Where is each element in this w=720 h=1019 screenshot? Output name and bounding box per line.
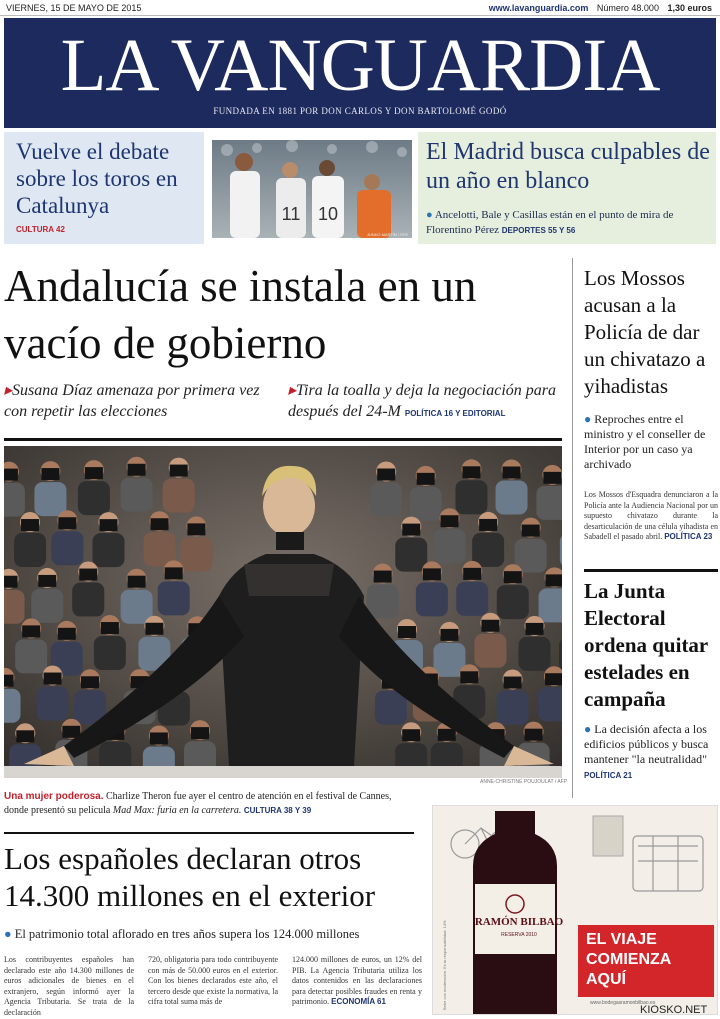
main-headline[interactable]: Andalucía se instala en un vacío de gobierno (4, 261, 477, 368)
svg-text:11: 11 (281, 204, 301, 224)
teaser-body-text: Ancelotti, Bale y Casillas están en el punto de mira de Florentino Pérez (426, 209, 674, 236)
issue-info (489, 3, 712, 13)
section-ref: POLÍTICA 23 (664, 532, 713, 541)
top-strip (0, 0, 720, 16)
issue-price: 1,30 euros (667, 3, 712, 13)
section-ref: POLÍTICA 21 (584, 771, 633, 780)
bullet-icon: ● (584, 412, 592, 426)
bottom-headline[interactable]: Los españoles declaran otros 14.300 millones en el exterior (4, 841, 376, 913)
caption-film: Mad Max: furia en la carretera. (112, 805, 242, 816)
ad-url[interactable]: www.bodegasramonbilbao.es (590, 1000, 656, 1006)
ad-slogan: EL VIAJE COMIENZA AQUÍ (586, 931, 671, 988)
mossos-headline[interactable]: Los Mossos acusan a la Policía de dar un chivatazo a yihadistas (584, 266, 706, 398)
section-ref: CULTURA 42 (16, 225, 65, 234)
section-ref: CULTURA 38 Y 39 (243, 806, 312, 815)
ad-legal-notice (442, 920, 450, 1010)
section-ref: DEPORTES 55 Y 56 (501, 226, 576, 235)
caption-text: Charlize Theron fue ayer el centro de atención en el festival de Cannes, donde presentó su película (4, 791, 392, 816)
svg-text:10: 10 (317, 204, 339, 224)
divider (4, 832, 414, 834)
teaser-headline: Vuelve el debate sobre los toros en Catalunya (16, 139, 178, 218)
wine-label: RESERVA 2010 (501, 932, 537, 938)
junta-summary-text: La decisión afecta a los edificios públicos y busca mantener "la neutralidad" (584, 722, 709, 766)
masthead (4, 18, 716, 128)
junta-headline[interactable]: La Junta Electoral ordena quitar estelades en campaña (584, 579, 708, 711)
watermark: KIOSKO.NET (640, 1004, 708, 1016)
ad-banner[interactable] (578, 925, 714, 997)
bottom-subhead (4, 926, 424, 942)
triangle-icon: ▸ (288, 382, 297, 399)
article-column-3-text: 124.000 millones de euros, un 12% del PIB. La Agencia Tributaria utiliza los datos contenidos en las declaraciones para detectar posibles fraudes en renta y patrimonio. (292, 955, 422, 1006)
teaser-body (426, 208, 714, 238)
bottom-subhead-text: El patrimonio total aflorado en tres años supera los 124.000 millones (14, 927, 360, 941)
main-subhead-1-text: Susana Díaz amenaza por primera vez con repetir las elecciones (4, 382, 260, 420)
photo-caption (4, 790, 414, 818)
bullet-icon: ● (426, 209, 433, 221)
article-column-1: Los contribuyentes españoles han declarado este año 14.300 millones de euros adicionales de bienes en el extranjero, según informó ayer la Agencia Tributaria. Se trata de la declaración (4, 955, 134, 1017)
teaser-photo-madrid (212, 140, 412, 238)
photographers-image (4, 446, 562, 778)
teaser-headline: El Madrid busca culpables de un año en blanco (426, 139, 710, 194)
mossos-summary (584, 412, 718, 472)
teaser-real-madrid[interactable] (418, 132, 716, 244)
issue-number: Número 48.000 (596, 3, 659, 13)
founded-line: FUNDADA EN 1881 POR DON CARLOS Y DON BARTOLOMÉ GODÓ (213, 106, 507, 116)
bullet-icon: ● (584, 722, 592, 736)
article-column-3 (292, 955, 422, 1008)
main-subhead-2-text: Tira la toalla y deja la negociación para después del 24-M (288, 382, 557, 420)
section-ref: POLÍTICA 16 Y EDITORIAL (404, 409, 506, 418)
main-photo-charlize-theron (4, 446, 562, 778)
teaser-photo-credit: JUNKO MARTÍN / EFE (366, 232, 408, 237)
main-subhead-2 (288, 380, 568, 424)
photo-credit: ANNE-CHRISTINE POUJOULAT / AFP (480, 779, 568, 785)
teaser-bullfighting[interactable] (4, 132, 204, 244)
junta-summary (584, 722, 718, 783)
wine-brand: RAMÓN BILBAO (474, 916, 564, 928)
divider (584, 569, 718, 572)
newspaper-title: LA VANGUARDIA (60, 24, 660, 107)
caption-lead: Una mujer poderosa. (4, 791, 104, 802)
article-column-2: 720, obligatoria para todo contribuyente con más de 50.000 euros en el exterior. Con los bienes declarados este año, el tercero desde que existe la normativa, la cifra total suma más de (148, 955, 278, 1006)
section-ref: ECONOMÍA 61 (331, 997, 386, 1006)
bullet-icon: ● (4, 927, 12, 941)
football-players-image (212, 140, 412, 238)
site-url[interactable]: www.lavanguardia.com (488, 3, 589, 13)
ad-legal-notice-text: Bebe con moderación. Es tu responsabilidad. 14% (442, 920, 447, 1010)
issue-date: VIERNES, 15 DE MAYO DE 2015 (6, 3, 142, 13)
triangle-icon: ▸ (4, 382, 13, 399)
mossos-text-body: Los Mossos d'Esquadra denunciaron a la Policía ante la Audiencia Nacional por un supuesto chivatazo durante la desarticulación de una célula yihadista en Sabadell el pasado abril. (584, 490, 718, 541)
mossos-text (584, 490, 718, 543)
mossos-summary-text: Reproches entre el ministro y el conseller de Interior por un caso ya archivado (584, 412, 706, 471)
main-subhead-1 (4, 380, 284, 422)
divider (4, 438, 562, 441)
column-divider (572, 258, 573, 798)
